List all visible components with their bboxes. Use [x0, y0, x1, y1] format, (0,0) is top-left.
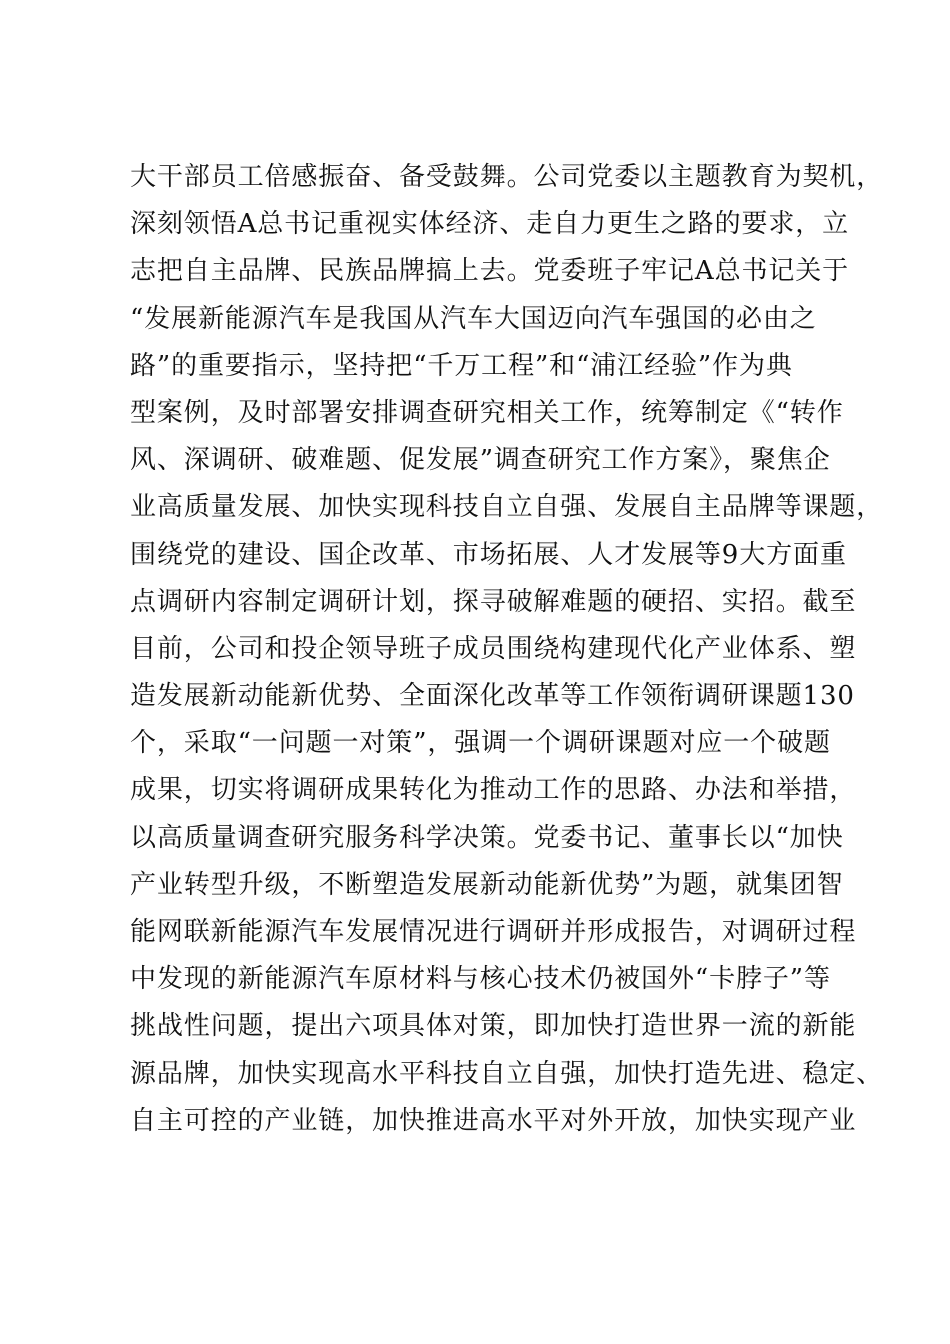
paragraph-line: 型案例，及时部署安排调查研究相关工作，统筹制定《“转作 [130, 397, 844, 428]
paragraph-line: 能网联新能源汽车发展情况进行调研并形成报告，对调研过程 [130, 917, 857, 947]
paragraph-line: “发展新能源汽车是我国从汽车大国迈向汽车强国的必由之 [130, 303, 817, 334]
paragraph-line: 目前，公司和投企领导班子成员围绕构建现代化产业体系、塑 [130, 633, 857, 664]
paragraph-line: 风、深调研、破难题、促发展”调查研究工作方案》，聚焦企 [130, 445, 831, 476]
paragraph-line: 志把自主品牌、民族品牌搞上去。党委班子牢记A总书记关于 [130, 256, 850, 287]
body-paragraph [130, 154, 884, 1145]
paragraph-line: 个，采取“一问题一对策”，强调一个调研课题对应一个破题 [130, 728, 831, 759]
paragraph-line: 成果，切实将调研成果转化为推动工作的思路、办法和举措， [130, 775, 857, 806]
paragraph-line: 深刻领悟A总书记重视实体经济、走自力更生之路的要求，立 [130, 209, 850, 240]
paragraph-line: 大干部员工倍感振奋、备受鼓舞。公司党委以主题教育为契机， [130, 162, 884, 192]
paragraph-line: 点调研内容制定调研计划，探寻破解难题的硬招、实招。截至 [130, 586, 857, 617]
paragraph-line: 以高质量调查研究服务科学决策。党委书记、董事长以“加快 [130, 822, 844, 853]
paragraph-line: 造发展新动能新优势、全面深化改革等工作领衔调研课题130 [130, 681, 855, 712]
paragraph-line: 中发现的新能源汽车原材料与核心技术仍被国外“卡脖子”等 [130, 964, 831, 995]
paragraph-line: 挑战性问题，提出六项具体对策，即加快打造世界一流的新能 [130, 1011, 857, 1042]
paragraph-line: 业高质量发展、加快实现科技自立自强、发展自主品牌等课题， [130, 492, 884, 523]
paragraph-line: 围绕党的建设、国企改革、市场拓展、人才发展等9大方面重 [130, 539, 847, 570]
paragraph-line: 产业转型升级，不断塑造发展新动能新优势”为题，就集团智 [130, 869, 844, 900]
paragraph-line: 源品牌，加快实现高水平科技自立自强，加快打造先进、稳定、 [130, 1058, 884, 1089]
paragraph-line: 自主可控的产业链，加快推进高水平对外开放，加快实现产业 [130, 1105, 857, 1136]
paragraph-line: 路”的重要指示，坚持把“千万工程”和“浦江经验”作为典 [130, 350, 793, 381]
